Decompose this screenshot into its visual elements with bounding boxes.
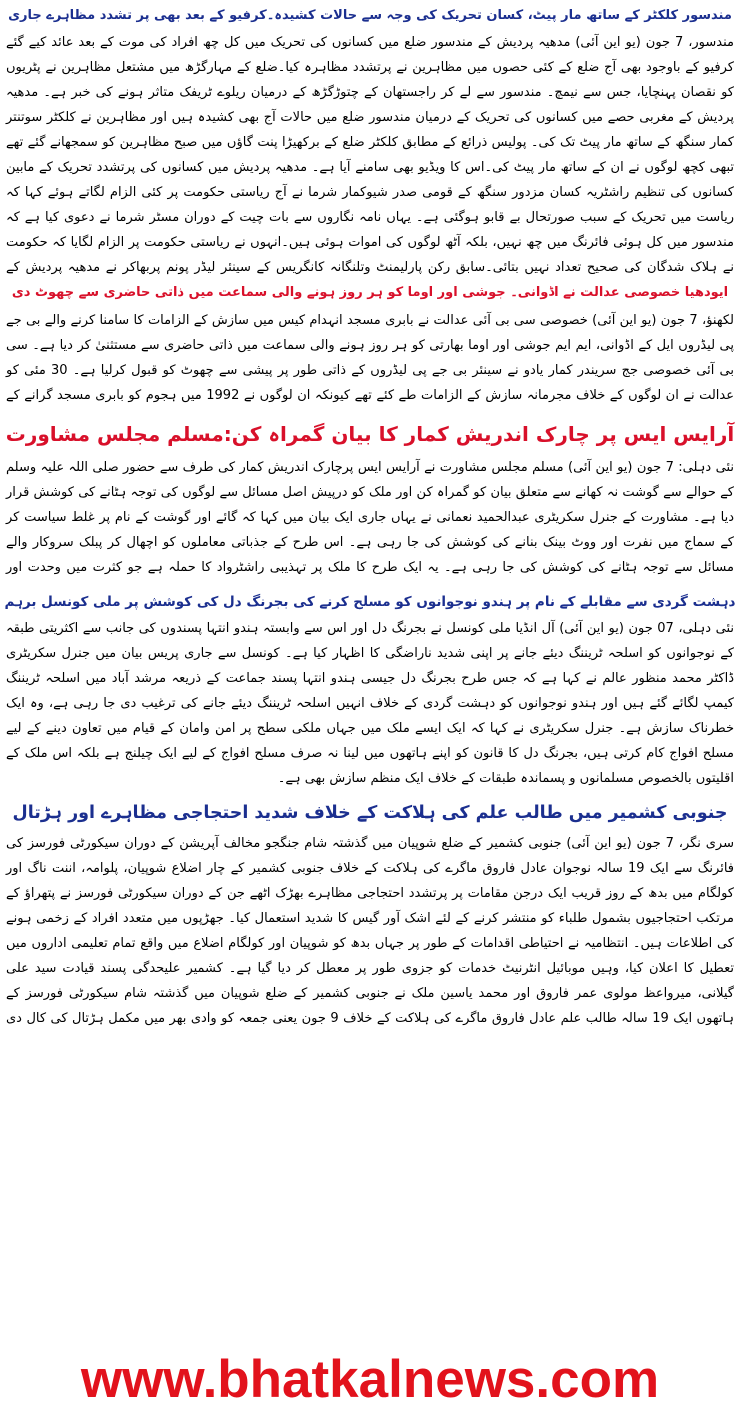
- body-ayodhya-court: لکھنؤ، 7 جون (یو این آئی) خصوصی سی بی آئی عدالت نے بابری مسجد انہدام کیس میں سازش کے الزامات کا سامنا کرنے والے بی جے پی لیڈروں ایل کے اڈوانی، ایم ایم جوشی اور اوما بھارتی کو ہر روز ہونے والی سماعت میں ذاتی حاضری سے مستثنیٰ کر دیا ہے۔ سی بی آئی خصوصی جج سریندر کمار یادو نے سینئر بی جے پی لیڈروں کے ذاتی طور پر پیشی سے چھوٹ کو قبول کرلیا ہے۔ 30 مئی کو عدالت نے ان لوگوں کے خلاف مجرمانہ سازش کے الزامات طے کئے تھے کیونکہ ان لوگوں نے 1992 میں ہجوم کو بابری مسجد گرانے کے: [6, 312, 734, 403]
- headline-kashmir-protest: جنوبی کشمیر میں طالب علم کی ہلاکت کے خلاف شدید احتجاجی مظاہرے اور ہڑتال: [12, 803, 728, 824]
- footer-site-url[interactable]: www.bhatkalnews.com: [80, 1350, 660, 1409]
- headline-ayodhya-court: ایودھیا خصوصی عدالت نے اڈوانی۔ جوشی اور اوما کو ہر روز ہونے والی سماعت میں ذاتی حاضری سے چھوٹ دی: [11, 285, 729, 301]
- article-ayodhya-court: [4, 275, 736, 407]
- headline-milli-council: دہشت گردی سے مقابلے کے نام پر ہندو نوجوانوں کو مسلح کرنے کی بجرنگ دل کی کوشش پر ملی کونسل برہم: [4, 593, 736, 610]
- body-farmers-agitation: مندسور، 7 جون (یو این آئی) مدھیہ پردیش کے مندسور ضلع میں کسانوں کی تحریک میں کل چھ افراد کی موت کے بعد عائد کیے گئے کرفیو کے باوجود بھی آج ضلع کے کئی حصوں میں مظاہرین نے پرتشدد مظاہرہ کیا۔ضلع کے مہارگڑھ میں مشتعل مظاہرین نے پٹریوں کو نقصان پہنچایا، جس سے نیمچ۔ مندسور سے لے کر راجستھان کے چتوڑگڑھ کے درمیان ریلوے ٹریفک متاثر ہونے کی خبر ہے۔ مدھیہ پردیش کے مغربی حصے میں کسانوں کی تحریک کے درمیان مندسور ضلع میں حالات آج بھی کشیدہ ہیں اور مظاہرین نے کلکٹر سوتنتر کمار سنگھ کے ساتھ مار پیٹ تک کی۔ پولیس ذرائع کے مطابق کلکٹر ضلع کے برکھیڑا پنت گاؤں میں صبح مظاہرین کو سمجھانے گئے تھے تبھی کچھ لوگوں نے ان کے ساتھ مار پیٹ کی۔اس کا ویڈیو بھی سامنے آیا ہے۔ مدھیہ پردیش میں کسانوں کی پرتشدد تحریک کے مابین کسانوں کی تنظیم راشٹریہ کسان مزدور سنگھ کے قومی صدر شیوکمار شرما نے آج ریاستی حکومت پر کئی الزام لگاتے ہوئے کہا کہ ریاست میں تحریک کے سبب صورتحال بے قابو ہوگئی ہے۔ یہاں نامہ نگاروں سے بات چیت کے دوران مسٹر شرما نے دعوی کیا ہے کہ مندسور میں کل ہوئی فائرنگ میں چھ نہیں، بلکہ آٹھ لوگوں کی اموات ہوئی ہیں۔انہوں نے ریاستی حکومت پر الزام لگایا کہ حکومت نے ہلاک شدگان کی صحیح تعداد نہیں بتائی۔سابق رکن پارلیمنٹ وتلنگانہ کانگریس کے سینئر لیڈر پونم پربھاکر نے مدھیہ پردیش کے: [6, 35, 734, 276]
- article-farmers-agitation: [4, 6, 736, 275]
- headline-farmers-agitation: مندسور کلکٹر کے ساتھ مار پیٹ، کسان تحریک کی وجہ سے حالات کشیدہ۔کرفیو کے بعد بھی پر تشدد مظاہرے جاری: [8, 8, 732, 23]
- body-milli-council: نئی دہلی، 07 جون (یو این آئی) آل انڈیا ملی کونسل نے بجرنگ دل اور اس سے وابستہ ہندو انتہا پسندوں کی جانب سے اکثریتی طبقہ کے نوجوانوں کو اسلحہ ٹریننگ دیئے جانے پر اپنی شدید ناراضگی کا اظہار کیا ہے۔ کونسل سے جاری پریس بیان میں جنرل سکریٹری ڈاکٹر محمد منظور عالم نے کہا ہے کہ جس طرح بجرنگ دل جیسی ہندو انتہا پسند جماعت کے ذریعہ مرشد آباد میں اسلحہ ٹریننگ کیمپ لگائے گئے ہیں اور ہندو نوجوانوں کو دہشت گردی کے خلاف انہیں اسلحہ ٹریننگ دیئے جانے کی ترغیب دی جا رہی ہے، وہ ایک خطرناک سازش ہے۔ جنرل سکریٹری نے کہا کہ ایک ایسے ملک میں جہاں ملکی سطح پر امن وامان کے قیام میں تعاون دینے کے لیے مسلح افواج کام کرتی ہیں، بجرنگ دل کا قانون کو اپنے ہاتھوں میں لینا نہ صرف مسلح افواج کے لیے ایک چیلنج ہے بلکہ اس ملک کے اقلیتوں بالخصوص مسلمانوں و پسماندہ طبقات کے خلاف ایک منظم سازش بھی ہے۔: [6, 621, 734, 787]
- article-kashmir-protest: [4, 791, 736, 1031]
- body-kashmir-protest: سری نگر، 7 جون (یو این آئی) جنوبی کشمیر کے ضلع شوپیان میں گذشتہ شام جنگجو مخالف آپریشن کے دوران سیکورٹی فورسز کی فائرنگ سے ایک 19 سالہ نوجوان عادل فاروق ماگرے کی ہلاکت کے خلاف جنوبی کشمیر کے چار اضلاع شوپیان، پلوامہ، اننت ناگ اور کولگام میں بدھ کے روز قریب ایک درجن مقامات پر پرتشدد احتجاجی مظاہرے بھڑک اٹھے جن کے دوران سیکورٹی فورسز نے پتھراؤ کے مرتکب احتجاجیوں بشمول طلباء کو منتشر کرنے کے لئے اشک آور گیس کا شدید استعمال کیا۔ جھڑپوں میں متعدد افراد کے زخمی ہونے کی اطلاعات ہیں۔ انتظامیہ نے احتیاطی اقدامات کے طور پر جہاں بدھ کو شوپیان اور کولگام اضلاع میں واقع تمام تعلیمی اداروں میں تعطیل کا اعلان کیا، وہیں موبائیل انٹرنیٹ خدمات کو جزوی طور پر معطل کر دیا گیا ہے۔ کشمیر علیحدگی پسند قیادت سید علی گیلانی، میرواعظ مولوی عمر فاروق اور محمد یاسین ملک نے جنوبی کشمیر کے ضلع شوپیان میں گذشتہ شام سیکورٹی فورسز کے ہاتھوں ایک 19 سالہ طالب علم عادل فاروق ماگرے کی ہلاکت کے خلاف 9 جون یعنی جمعہ کو وادی بھر میں مکمل ہڑتال کی کال دی: [6, 836, 735, 1027]
- article-milli-council: [4, 580, 736, 792]
- article-mushawarat-statement: [4, 408, 736, 580]
- headline-mushawarat-statement: آرایس ایس پر چارک اندریش کمار کا بیان گمراہ کن:مسلم مجلس مشاورت: [5, 421, 735, 446]
- body-mushawarat-statement: نئی دہلی: 7 جون (یو این آئی) مسلم مجلس مشاورت نے آرایس ایس پرچارک اندریش کمار کی طرف سے حضور صلی اللہ علیہ وسلم کے حوالے سے گوشت نہ کھانے سے متعلق بیان کو گمراہ کن اور ملک کو درپیش اصل مسائل سے لوگوں کی توجہ ہٹانے کی کوشش قرار دیا ہے۔ مشاورت کے جنرل سکریٹری عبدالحمید نعمانی نے یہاں جاری ایک بیان میں کہا کہ گائے اور گوشت کے نام پر غلط سیاست کر کے سماج میں نفرت اور ووٹ بینک بنانے کی کوشش کی جا رہی ہے۔ اس طرح کے جذباتی معاملوں کو اچھال کر پبلک سروکار والے مسائل سے توجہ ہٹانے کی کوشش کی جا رہی ہے۔ یہ ایک طرح کا ملک پر تہذیبی راشٹرواد کا حملہ ہے جو کثرت میں وحدت اور: [6, 459, 734, 575]
